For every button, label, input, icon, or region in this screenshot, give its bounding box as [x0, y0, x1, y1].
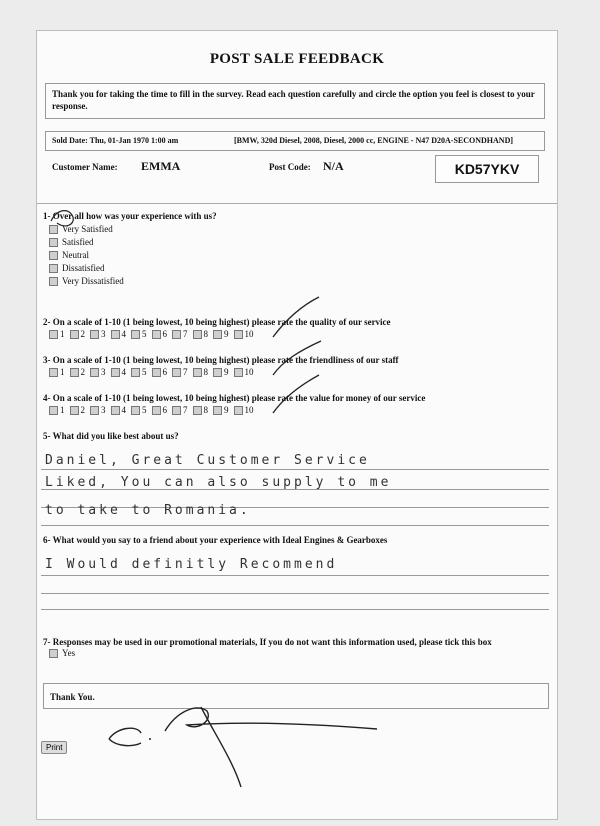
scale-option[interactable]: 2 [70, 405, 86, 415]
checkbox[interactable] [49, 649, 58, 658]
scale-option[interactable]: 9 [213, 405, 229, 415]
customer-row [45, 155, 545, 185]
postcode-value: N/A [323, 159, 344, 173]
option-label: Very Dissatisfied [62, 276, 124, 286]
scale-option[interactable]: 6 [152, 367, 168, 377]
divider [37, 203, 557, 204]
feedback-form [36, 30, 558, 820]
q4-scale [49, 405, 254, 415]
sale-info-bar [45, 131, 545, 151]
scale-option[interactable]: 1 [49, 329, 65, 339]
scale-option[interactable]: 6 [152, 405, 168, 415]
scale-option[interactable]: 3 [90, 329, 106, 339]
scale-option[interactable]: 7 [172, 405, 188, 415]
scale-option[interactable]: 4 [111, 329, 127, 339]
customer-name-label: Customer Name: [52, 162, 118, 172]
q1-options [49, 223, 124, 288]
question-6: 6- What would you say to a friend about your experience with Ideal Engines & Gearboxes [43, 535, 388, 545]
scale-option[interactable]: 3 [90, 367, 106, 377]
option-label: Yes [62, 648, 76, 658]
scale-option[interactable]: 8 [193, 329, 209, 339]
q3-scale [49, 367, 254, 377]
signature [109, 728, 151, 745]
handwritten-answer: Liked, You can also supply to me [45, 475, 392, 490]
q1-option[interactable] [49, 275, 124, 288]
question-2: 2- On a scale of 1-10 (1 being lowest, 10 being highest) please rate the quality of our service [43, 317, 391, 327]
scale-option[interactable]: 5 [131, 367, 147, 377]
intro-text: Thank you for taking the time to fill in the survey. Read each question carefully and circle the option you feel is closest to your response. [45, 83, 545, 119]
scale-option[interactable]: 9 [213, 367, 229, 377]
option-label: Neutral [62, 250, 89, 260]
signature [165, 707, 377, 787]
scale-option[interactable]: 2 [70, 367, 86, 377]
scale-option[interactable]: 5 [131, 329, 147, 339]
scale-option[interactable]: 1 [49, 405, 65, 415]
scale-option[interactable]: 5 [131, 405, 147, 415]
scale-option[interactable]: 10 [234, 329, 254, 339]
scale-option[interactable]: 7 [172, 329, 188, 339]
checkbox[interactable] [49, 238, 58, 247]
scale-option[interactable]: 9 [213, 329, 229, 339]
thank-you-box: Thank You. [43, 683, 549, 709]
scale-option[interactable]: 7 [172, 367, 188, 377]
postcode-label: Post Code: [269, 162, 311, 172]
question-4: 4- On a scale of 1-10 (1 being lowest, 10 being highest) please rate the value for money of our service [43, 393, 426, 403]
scale-option[interactable]: 10 [234, 405, 254, 415]
option-label: Satisfied [62, 237, 94, 247]
checkbox[interactable] [49, 277, 58, 286]
answer-line [41, 469, 549, 470]
answer-line [41, 593, 549, 594]
form-title: POST SALE FEEDBACK [209, 51, 385, 67]
scale-option[interactable]: 8 [193, 405, 209, 415]
q1-option[interactable] [49, 223, 124, 236]
print-button[interactable]: Print [41, 741, 67, 754]
question-3: 3- On a scale of 1-10 (1 being lowest, 10 being highest) please rate the friendliness of our staff [43, 355, 399, 365]
scale-option[interactable]: 2 [70, 329, 86, 339]
scale-option[interactable]: 10 [234, 367, 254, 377]
sold-date: Sold Date: Thu, 01-Jan 1970 1:00 am [52, 136, 179, 145]
option-label: Dissatisfied [62, 263, 105, 273]
q7-option[interactable] [49, 647, 75, 660]
scale-option[interactable]: 3 [90, 405, 106, 415]
question-7: 7- Responses may be used in our promotional materials, If you do not want this information used, please tick this box [43, 637, 492, 647]
checkbox[interactable] [49, 264, 58, 273]
answer-line [41, 525, 549, 526]
handwritten-answer: I Would definitly Recommend [45, 557, 338, 572]
registration-box: KD57YKV [435, 155, 539, 183]
q1-option[interactable] [49, 249, 124, 262]
handwritten-answer: to take to Romania. [45, 503, 251, 518]
customer-name-value: EMMA [141, 159, 181, 173]
answer-line [41, 575, 549, 576]
scale-option[interactable]: 4 [111, 405, 127, 415]
q1-option[interactable] [49, 262, 124, 275]
q2-scale [49, 329, 254, 339]
handwritten-answer: Daniel, Great Customer Service [45, 453, 370, 468]
checkbox[interactable] [49, 251, 58, 260]
q1-option[interactable] [49, 236, 124, 249]
q7-options [49, 647, 75, 660]
question-1: 1- Over all how was your experience with us? [43, 211, 217, 221]
scale-option[interactable]: 8 [193, 367, 209, 377]
scale-option[interactable]: 1 [49, 367, 65, 377]
scale-option[interactable]: 6 [152, 329, 168, 339]
answer-line [41, 609, 549, 610]
vehicle-details: [BMW, 320d Diesel, 2008, Diesel, 2000 cc, ENGINE - N47 D20A-SECONDHAND] [234, 136, 514, 145]
question-5: 5- What did you like best about us? [43, 431, 179, 441]
option-label: Very Satisfied [62, 224, 113, 234]
checkbox[interactable] [49, 225, 58, 234]
scale-option[interactable]: 4 [111, 367, 127, 377]
